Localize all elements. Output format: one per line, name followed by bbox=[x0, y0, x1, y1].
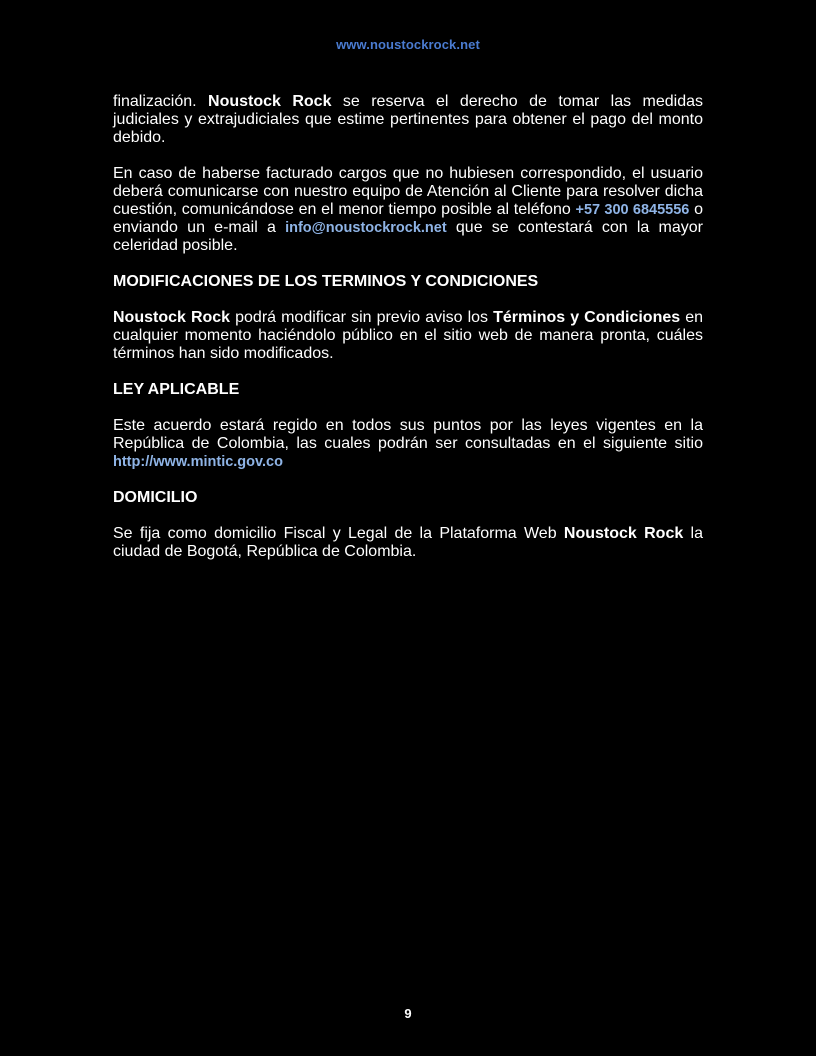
website-url[interactable]: www.noustockrock.net bbox=[336, 37, 480, 52]
text: que se contestará con la mayor celeridad posible. bbox=[113, 219, 704, 254]
text: Se fija como domicilio Fiscal y Legal de la Plataforma Web bbox=[113, 525, 564, 542]
heading-applicable-law: LEY APLICABLE bbox=[113, 381, 240, 398]
brand-name: Noustock Rock bbox=[563, 525, 684, 542]
text: podrá modificar sin previo aviso los bbox=[230, 309, 494, 326]
text: en cualquier momento haciéndolo público en el sitio web de manera pronta, cuáles términos han sido modificados. bbox=[113, 309, 704, 362]
document-body bbox=[113, 93, 703, 579]
paragraph-applicable-law bbox=[113, 417, 703, 471]
text: finalización. bbox=[113, 93, 209, 110]
heading-domicile: DOMICILIO bbox=[113, 489, 198, 506]
phone-link[interactable]: +57 300 6845556 bbox=[575, 202, 690, 218]
email-link[interactable]: info@noustockrock.net bbox=[285, 220, 447, 236]
page-number: 9 bbox=[404, 1006, 412, 1021]
brand-name: Noustock Rock bbox=[208, 93, 332, 110]
paragraph-domicile bbox=[113, 525, 703, 561]
text: la ciudad de Bogotá, República de Colombia. bbox=[113, 525, 703, 560]
brand-name: Noustock Rock bbox=[113, 309, 231, 326]
text: o enviando un e-mail a bbox=[113, 201, 704, 236]
paragraph-modifications bbox=[113, 309, 703, 363]
heading-modifications: MODIFICACIONES DE LOS TERMINOS Y CONDICIONES bbox=[113, 273, 539, 290]
paragraph-payment-finalization bbox=[113, 93, 703, 147]
text: Este acuerdo estará regido en todos sus puntos por las leyes vigentes en la República de Colombia, las cuales podrán ser consultadas en el siguiente sitio bbox=[113, 417, 703, 452]
text: se reserva el derecho de tomar las medidas judiciales y extrajudiciales que estime pertinentes para obtener el pago del monto debido. bbox=[113, 93, 704, 146]
terms-label: Términos y Condiciones bbox=[493, 309, 681, 326]
text: En caso de haberse facturado cargos que no hubiesen correspondido, el usuario deberá comunicarse con nuestro equipo de Atención al Cliente para resolver dicha cuestión, comunicándose en el menor tiempo posible al teléfono bbox=[113, 165, 703, 218]
paragraph-incorrect-charges bbox=[113, 165, 703, 255]
mintic-link[interactable]: http://www.mintic.gov.co bbox=[113, 454, 283, 470]
